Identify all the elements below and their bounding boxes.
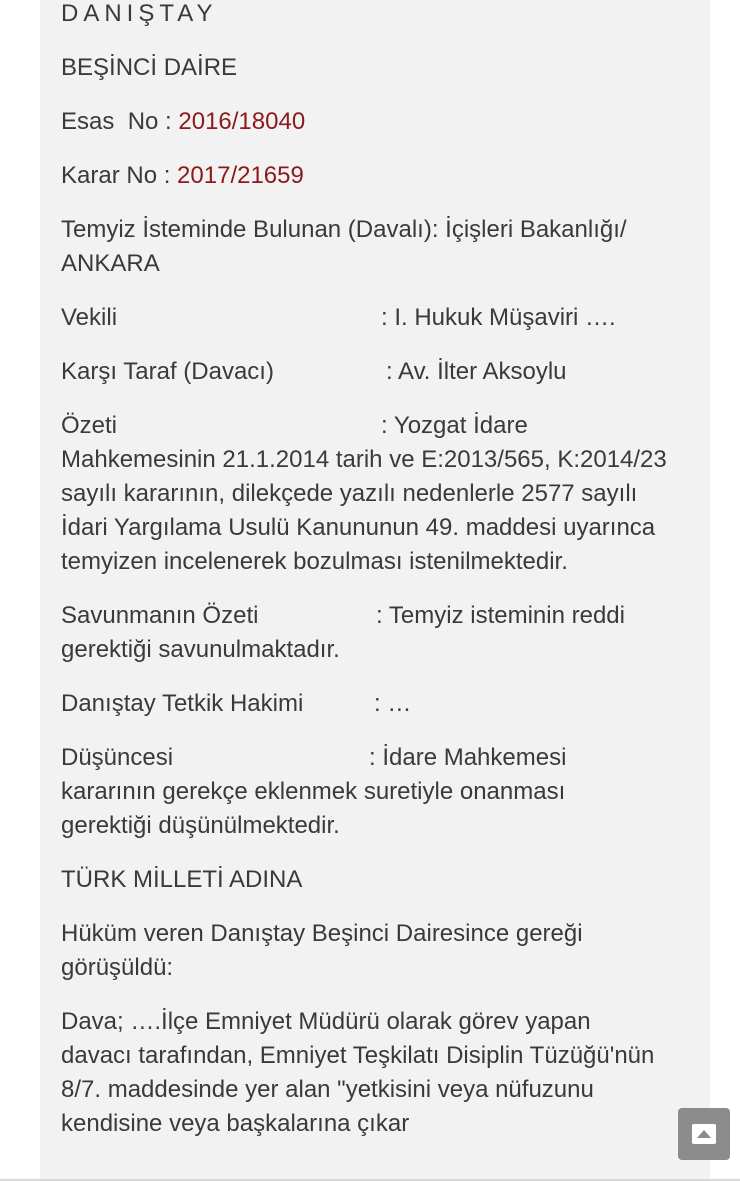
dusuncesi-text: kararının gerekçe eklenmek suretiyle onanması gerektiği düşünülmektedir. — [61, 778, 566, 839]
chamber-name: BEŞİNCİ DAİRE — [61, 54, 238, 81]
arrow-up-square-icon — [691, 1123, 717, 1145]
tetkik-row — [61, 687, 681, 721]
ozeti-paragraph — [61, 409, 681, 579]
document-content — [61, 0, 681, 1161]
scroll-to-top-button[interactable] — [678, 1108, 730, 1160]
karar-number — [61, 159, 681, 193]
millet-heading: TÜRK MİLLETİ ADINA — [61, 866, 303, 893]
dusuncesi-first: : İdare Mahkemesi — [369, 744, 567, 771]
vekili-label: Vekili — [61, 304, 118, 331]
savunma-first-line — [61, 599, 681, 633]
savunma-paragraph — [61, 599, 681, 667]
karsi-taraf-row — [61, 355, 681, 389]
esas-number — [61, 105, 681, 139]
karar-value: 2017/21659 — [177, 162, 304, 189]
ozeti-label: Özeti — [61, 412, 118, 439]
karsi-taraf-label: Karşı Taraf (Davacı) — [61, 358, 274, 385]
tetkik-label: Danıştay Tetkik Hakimi — [61, 690, 304, 717]
vekili-row — [61, 301, 681, 335]
dusuncesi-first-line — [61, 741, 681, 775]
court-name: DANIŞTAY — [61, 0, 218, 27]
tetkik-value: : … — [374, 690, 412, 717]
savunma-text: gerektiği savunulmaktadır. — [61, 636, 340, 663]
dava-paragraph: Dava; ….İlçe Emniyet Müdürü olarak görev yapan davacı tarafından, Emniyet Teşkilatı Disiplin Tüzüğü'nün 8/7. maddesinde yer alan "yetkisini veya nüfuzunu kendisine veya başkalarına çıkar — [61, 1008, 655, 1137]
esas-value: 2016/18040 — [178, 108, 306, 135]
savunma-label: Savunmanın Özeti — [61, 602, 259, 629]
ozeti-first: : Yozgat İdare — [381, 412, 528, 439]
karar-label: Karar No : — [61, 162, 178, 189]
dusuncesi-label: Düşüncesi — [61, 744, 174, 771]
esas-label: Esas No : — [61, 108, 179, 135]
appellant-paragraph: Temyiz İsteminde Bulunan (Davalı): İçişleri Bakanlığı/ ANKARA — [61, 216, 627, 277]
karsi-taraf-value: : Av. İlter Aksoylu — [386, 358, 567, 385]
hukum-paragraph: Hüküm veren Danıştay Beşinci Dairesince gereği görüşüldü: — [61, 920, 583, 981]
ozeti-first-line — [61, 409, 681, 443]
vekili-value: : I. Hukuk Müşaviri …. — [381, 304, 616, 331]
savunma-first: : Temyiz isteminin reddi — [376, 602, 625, 629]
ozeti-text: Mahkemesinin 21.1.2014 tarih ve E:2013/565, K:2014/23 sayılı kararının, dilekçede yazılı nedenlerle 2577 sayılı İdari Yargılama Usulü Kanununun 49. maddesi uyarınca temyizen incelenerek bozulması istenilmektedir. — [61, 446, 667, 575]
dusuncesi-paragraph — [61, 741, 681, 843]
